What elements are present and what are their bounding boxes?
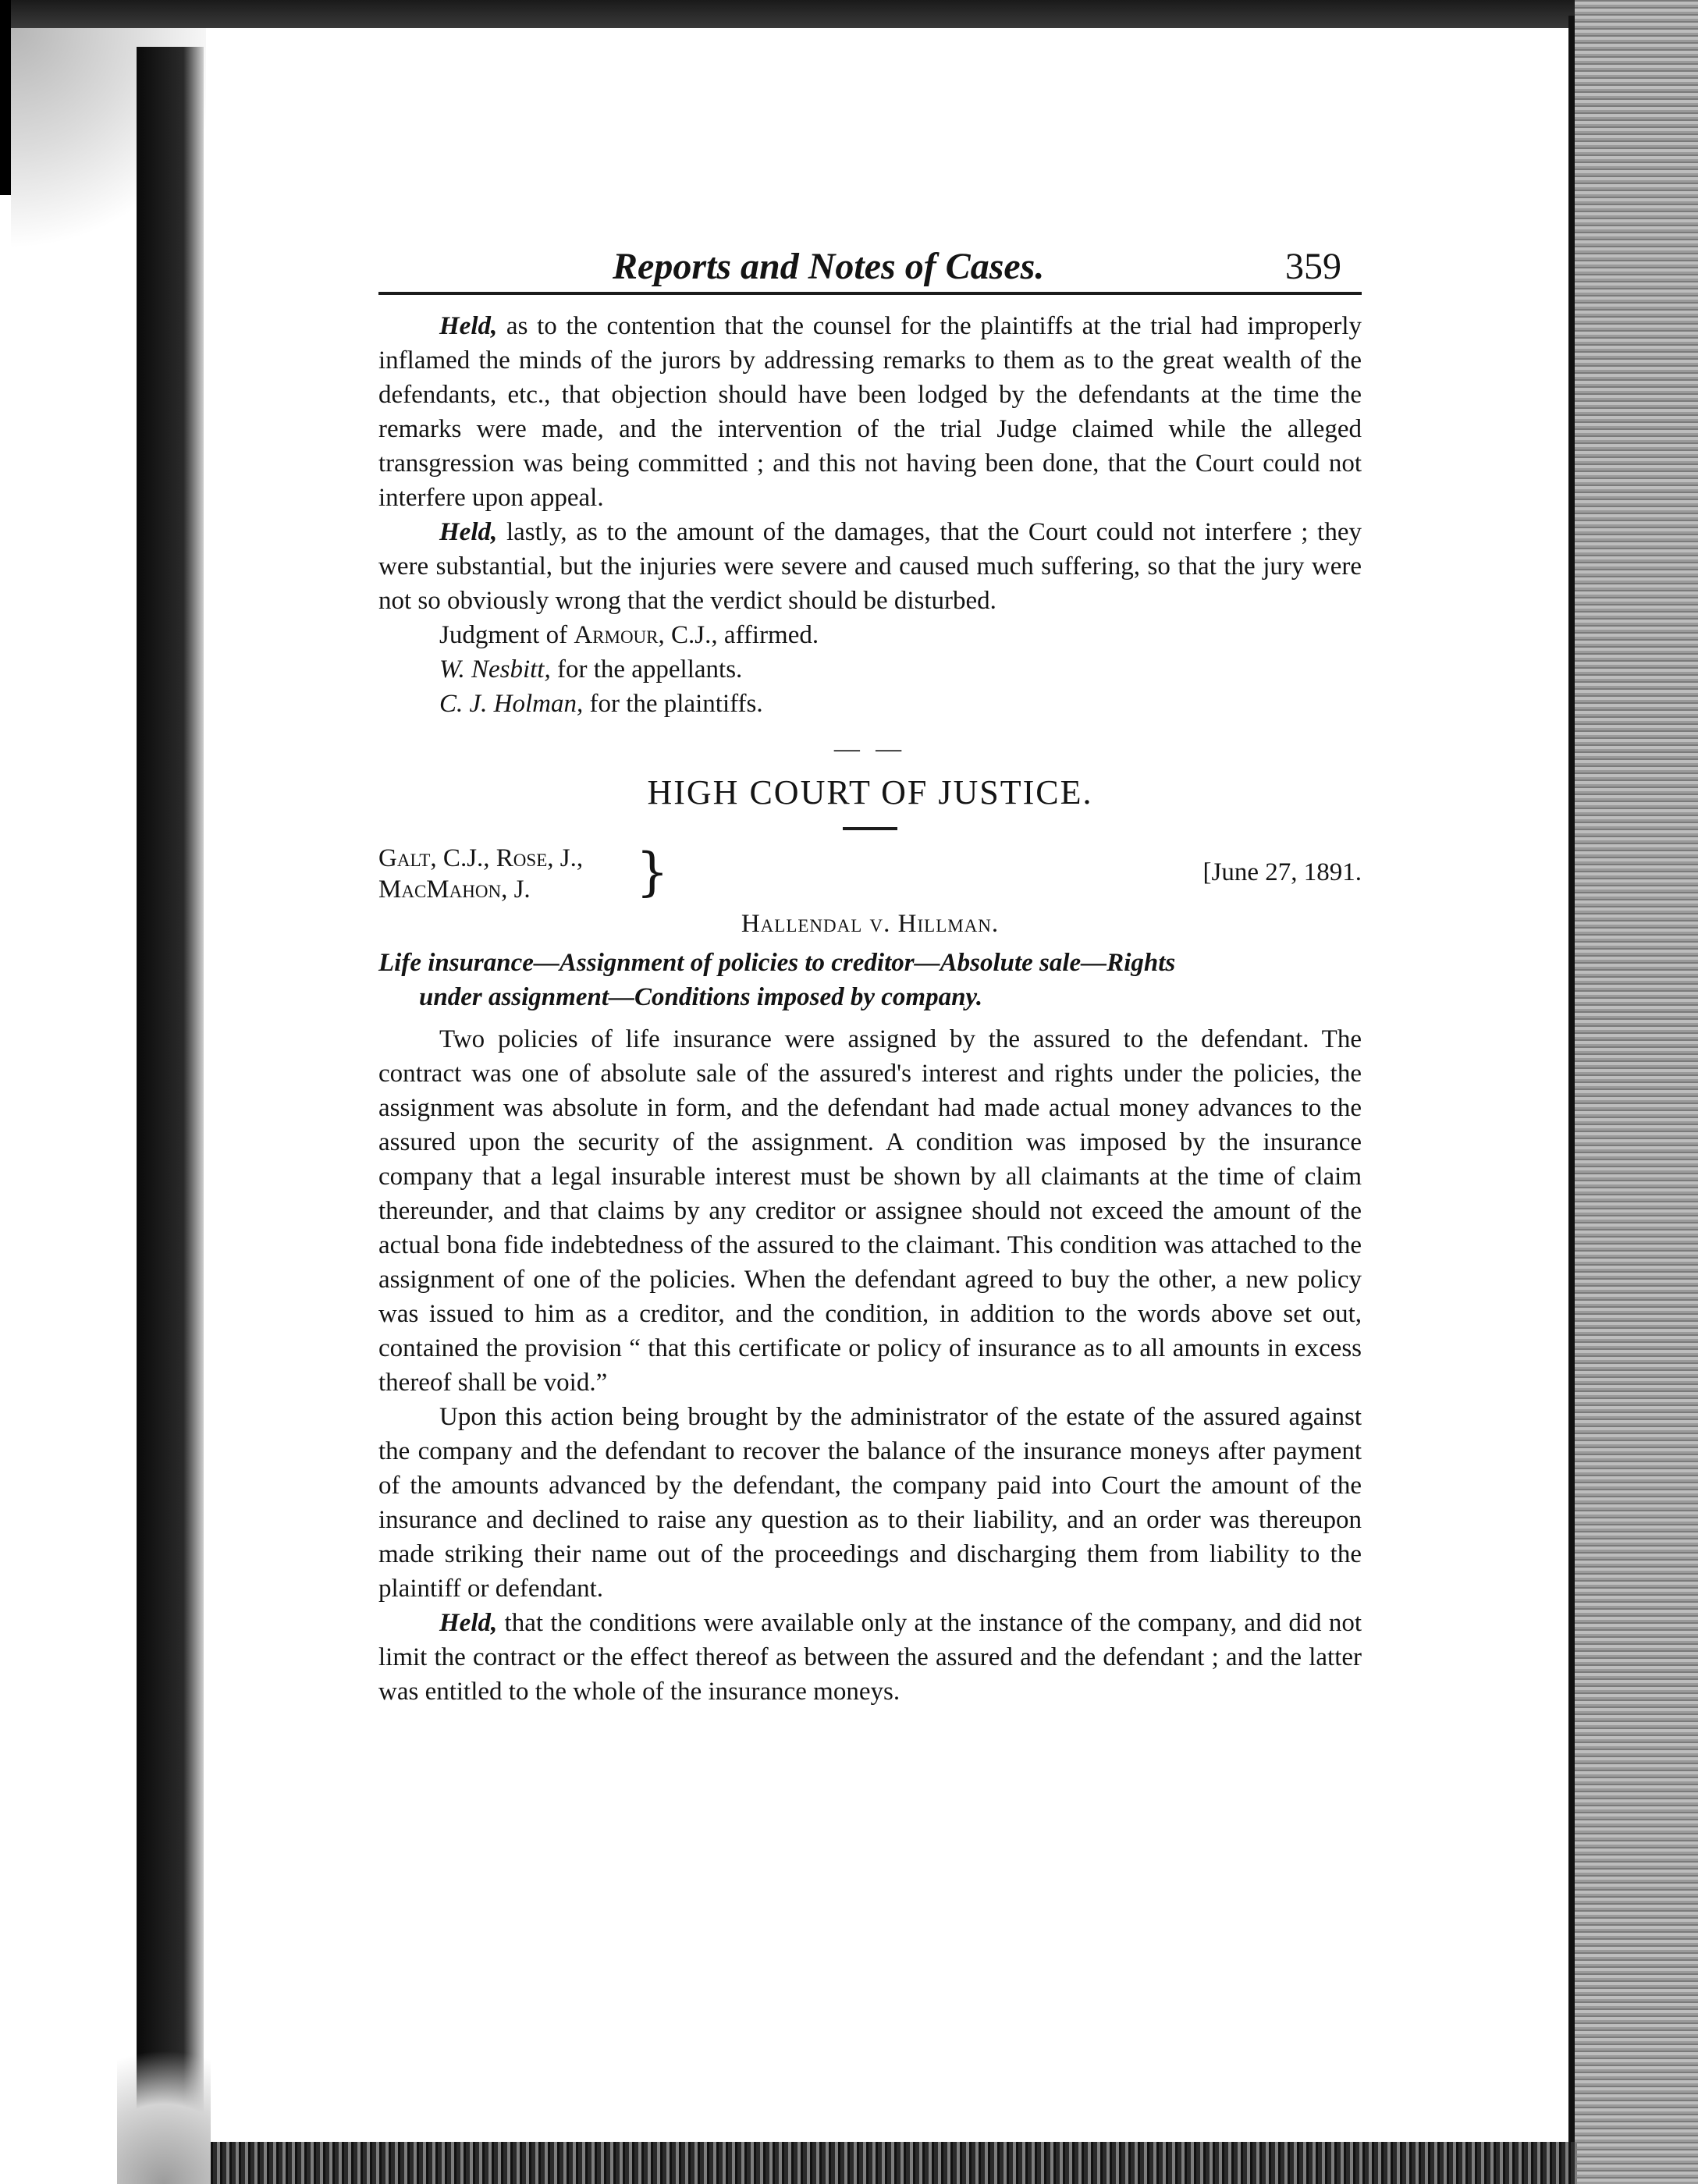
document-page bbox=[378, 242, 1362, 1709]
judgment-date: [June 27, 1891. bbox=[1202, 858, 1362, 886]
scan-binding-shadow bbox=[137, 47, 204, 2184]
counsel-role: for the appellants. bbox=[550, 655, 743, 684]
paragraph-lead: Held, bbox=[439, 312, 498, 340]
judgment-prefix: Judgment of bbox=[439, 621, 574, 649]
headnote-line: Life insurance—Assignment of policies to creditor—Absolute sale—Rights bbox=[378, 949, 1176, 977]
judgment-suffix: , C.J., affirmed. bbox=[658, 621, 819, 649]
page-number: 359 bbox=[1285, 246, 1341, 287]
counsel-line-plaintiffs bbox=[439, 687, 1362, 721]
running-head bbox=[378, 242, 1362, 295]
scan-border-bottom bbox=[204, 2142, 1577, 2184]
judges-line: Galt, C.J., Rose, J., bbox=[378, 844, 584, 872]
document-body bbox=[378, 309, 1362, 1709]
scan-border-right bbox=[1575, 0, 1698, 2184]
paragraph-lead: Held, bbox=[439, 518, 498, 546]
bench-brace: } bbox=[636, 842, 669, 902]
paragraph-text: that the conditions were available only at the instance of the company, and did not limit the contract or the effect thereof as between the assured and the defendant ; and the latter was entitled to the whole of the insurance moneys. bbox=[378, 1609, 1362, 1706]
court-heading: HIGH COURT OF JUSTICE. bbox=[647, 773, 1093, 811]
paragraph-held-jurors bbox=[378, 309, 1362, 515]
scan-border-top bbox=[0, 0, 1698, 28]
section-separator: — — bbox=[833, 735, 907, 763]
scan-noise-bottom-left bbox=[117, 2013, 211, 2184]
paragraph-facts: Two policies of life insurance were assigned by the assured to the defendant. The contract was one of absolute sale of the assured's interest and rights under the policies, the assignment was absolute in form, and the defendant had made actual money advances to the assured upon the security of the assignment. A condition was imposed by the insurance company that a legal insurable interest must be shown by all claimants at the time of claim thereunder, and that claims by any creditor or assignee should not exceed the amount of the actual bona fide indebtedness of the assured to the claimant. This condition was attached to the assignment of one of the policies. When the defendant agreed to buy the other, a new policy was issued to him as a creditor, and the condition, in addition to the words above set out, contained the provision “ that this certificate or policy of insurance as to all amounts in excess thereof shall be void.” bbox=[378, 1025, 1362, 1397]
paragraph-text: lastly, as to the amount of the damages, that the Court could not interfere ; they were substantial, but the injuries were severe and caused much suffering, so that the jury were not so obviously wrong that the verdict should be disturbed. bbox=[378, 518, 1362, 615]
heading-rule bbox=[843, 827, 897, 830]
scan-border-left bbox=[0, 0, 11, 195]
paragraph-text: as to the contention that the counsel for the plaintiffs at the trial had improperly inflamed the minds of the jurors by addressing remarks to them as to the great wealth of the defendants, etc., that objection should have been lodged by the defendants at the time the remarks were made, and the intervention of the trial Judge claimed while the alleged transgression was being committed ; and this not having been done, that the Court could not interfere upon appeal. bbox=[378, 312, 1362, 512]
paragraph-lead: Held, bbox=[439, 1609, 498, 1637]
judge-name: Armour bbox=[574, 621, 659, 649]
counsel-name: C. J. Holman, bbox=[439, 690, 584, 718]
case-name: Hallendal v. Hillman. bbox=[741, 910, 1000, 938]
judges-line: MacMahon, J. bbox=[378, 875, 531, 904]
judgment-line bbox=[439, 618, 1362, 652]
bench-row bbox=[378, 843, 1362, 911]
paragraph-held-damages bbox=[378, 515, 1362, 618]
bench-judges bbox=[378, 843, 583, 905]
counsel-role: for the plaintiffs. bbox=[583, 690, 763, 718]
paragraph-procedure: Upon this action being brought by the administrator of the estate of the assured against the company and the defendant to recover the balance of the insurance moneys after payment of the amounts advanced by the defendant, the company paid into Court the amount of the insurance and declined to raise any question as to their liability, and an order was thereupon made striking their name out of the proceedings and discharging them from liability to the plaintiff or defendant. bbox=[378, 1403, 1362, 1603]
headnote-line: under assignment—Conditions imposed by company. bbox=[419, 983, 983, 1011]
paragraph-held-conditions bbox=[378, 1606, 1362, 1709]
headnote bbox=[338, 946, 1362, 1014]
counsel-line-appellants bbox=[439, 652, 1362, 687]
counsel-name: W. Nesbitt, bbox=[439, 655, 551, 684]
running-title: Reports and Notes of Cases. bbox=[613, 246, 1045, 287]
